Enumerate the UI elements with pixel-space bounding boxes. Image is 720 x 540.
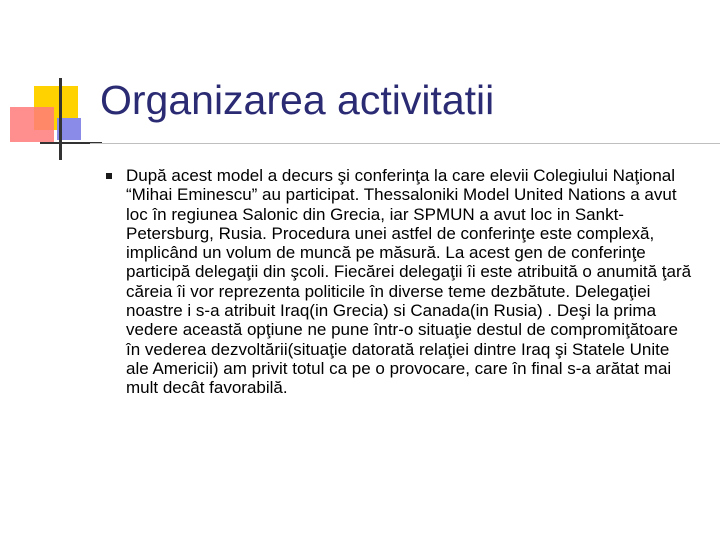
logo-red-square [10, 107, 54, 142]
bullet-text: După acest model a decurs şi conferinţa la care elevii Colegiului Naţional “Mihai Eminescu” au participat. Thessaloniki Model United Nations a avut loc în regiunea Salonic din Grecia, iar SPMUN a avut loc in Sankt-Petersburg, Rusia. Procedura unei astfel de conferinţe este complexă, implicând un volum de muncă pe măsură. La acest gen de conferinţe participă delegaţii din şcoli. Fiecărei delegaţii îi este atribuită o anumită ţară căreia îi vor reprezenta politicile în diverse teme dezbătute. Delegaţiei noastre i s-a atribuit Iraq(in Grecia) si Canada(in Rusia) . Deşi la prima vedere această opţiune ne pune într-o situaţie destul de compromiţătoare în vederea dezvoltării(situaţie datorată relaţiei dintre Iraq şi Statele Unite ale Americii) am privit totul ca pe o provocare, care în final s-a arătat mai mult decât favorabilă. [126, 166, 692, 398]
logo-vertical-line [59, 78, 62, 160]
slide-title: Organizarea activitatii [100, 77, 495, 123]
bullet-list [106, 166, 696, 398]
square-bullet-icon [106, 173, 112, 179]
title-divider [90, 143, 720, 144]
corner-squares-logo [0, 0, 110, 170]
bullet-item [106, 166, 696, 398]
